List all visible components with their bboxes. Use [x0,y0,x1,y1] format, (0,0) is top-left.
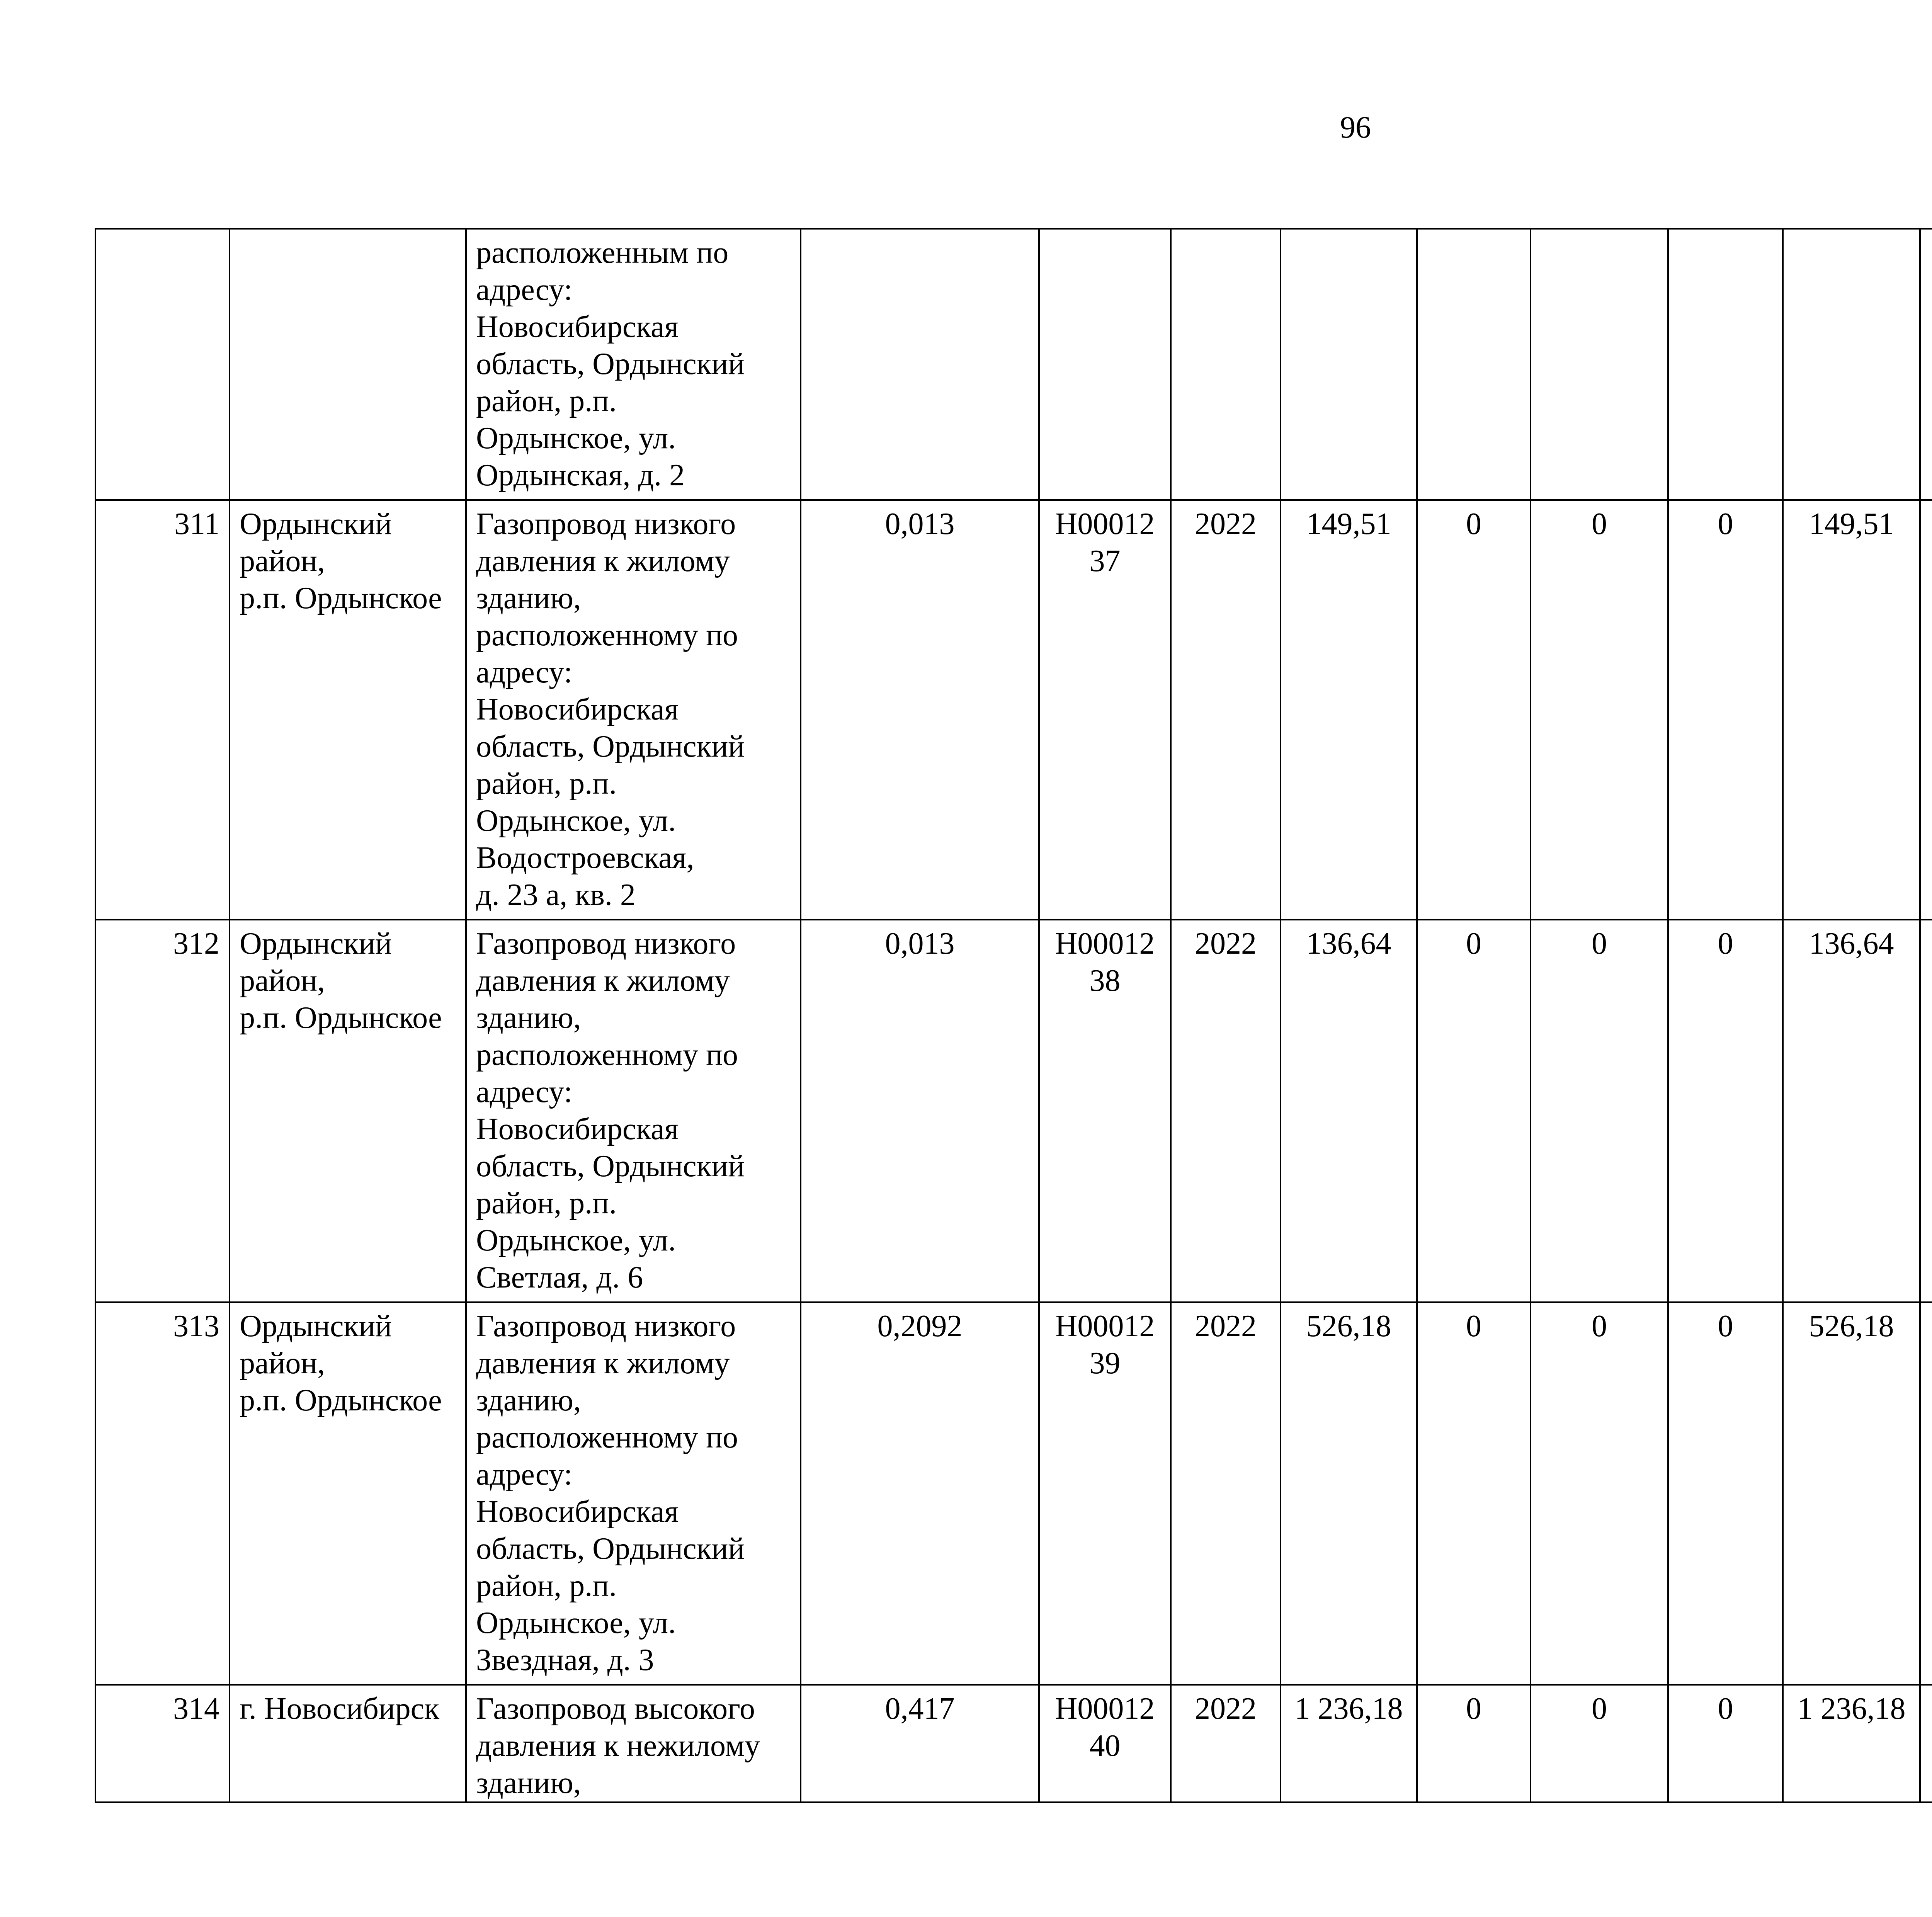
cell-organization-line [1930,1764,1932,1801]
cell-inventory-code [1039,920,1171,1302]
cell-description-line: давления к жилому [476,544,730,578]
cell-district-line: Ордынский [240,1309,392,1343]
cell-value-a: 0 [1417,1685,1531,1802]
cell-cost: 526,18 [1281,1302,1417,1685]
cell-length: 0,013 [801,920,1039,1302]
cell-district [230,229,466,500]
table-row [95,500,1932,920]
cell-length [801,229,1039,500]
cell-organization-line [1930,925,1932,962]
table-row [95,1302,1932,1685]
cell-district-line: Ордынский [240,507,392,541]
cell-organization [1920,229,1932,500]
cell-district-line: р.п. Ордынское [240,1001,442,1035]
cell-description-line: расположенному по [476,1420,738,1454]
cell-description-line: д. 23 а, кв. 2 [476,878,636,912]
page-number: 96 [1340,111,1371,145]
cell-district [230,1685,466,1802]
cell-inventory-code-line: Н00012 [1055,507,1155,541]
cell-district-line: р.п. Ордынское [240,1383,442,1417]
cell-district-line: район, [240,544,325,578]
cell-year: 2022 [1171,1302,1281,1685]
cell-description-line: расположенному по [476,1038,738,1072]
cell-value-b: 0 [1531,1302,1668,1685]
cell-description-line: область, Ордынский [476,347,745,381]
cell-description-line: Светлая, д. 6 [476,1260,643,1294]
cell-value-a: 0 [1417,1302,1531,1685]
cell-organization-line [1930,1419,1932,1456]
cell-description-line: область, Ордынский [476,730,745,764]
cell-description-line: Ордынское, ул. [476,421,676,455]
cell-description-line: Ордынская, д. 2 [476,458,685,492]
cell-description-line: область, Ордынский [476,1532,745,1566]
cell-value-c: 0 [1668,500,1783,920]
cell-description [466,1302,801,1685]
cell-description-line: Газопровод низкого [476,927,736,961]
cell-description-line: зданию, [476,581,581,615]
cell-description-line: Газопровод высокого [476,1692,755,1726]
cell-district-line: р.п. Ордынское [240,581,442,615]
cell-district [230,1302,466,1685]
cell-total: 136,64 [1783,920,1920,1302]
cell-description-line: давления к жилому [476,964,730,998]
cell-description-line: зданию, [476,1766,581,1800]
cell-description-line: адресу: [476,655,573,689]
cell-length: 0,417 [801,1685,1039,1802]
cell-description-line: зданию, [476,1383,581,1417]
cell-inventory-code-line: Н00012 [1055,927,1155,961]
cell-cost: 149,51 [1281,500,1417,920]
cell-description-line: Газопровод низкого [476,507,736,541]
cell-total: 1 236,18 [1783,1685,1920,1802]
cell-description-line: Новосибирская [476,1112,679,1146]
cell-description-line: адресу: [476,1458,573,1492]
cell-district [230,500,466,920]
cell-value-a: 0 [1417,500,1531,920]
cell-description-line: район, р.п. [476,384,617,418]
cell-description-line: адресу: [476,273,573,307]
cell-inventory-code-line: 38 [1089,964,1121,998]
cell-description-line: Газопровод низкого [476,1309,736,1343]
cell-organization [1920,1302,1932,1685]
cell-row-number [95,229,230,500]
cell-row-number: 312 [95,920,230,1302]
cell-value-c [1668,229,1783,500]
cell-organization-line [1930,543,1932,580]
cell-description-line: область, Ордынский [476,1149,745,1183]
cell-organization-line [1930,617,1932,654]
cell-description [466,920,801,1302]
cell-inventory-code-line: Н00012 [1055,1692,1155,1726]
cell-value-a [1417,229,1531,500]
cell-total [1783,229,1920,500]
cell-description-line: Ордынское, ул. [476,804,676,838]
cell-description [466,1685,801,1802]
cell-organization-line [1930,999,1932,1036]
cell-description-line: давления к жилому [476,1346,730,1380]
cell-organization-line [1930,1308,1932,1345]
cell-year: 2022 [1171,1685,1281,1802]
cell-organization-line [1930,234,1932,271]
cell-organization-line [1930,1382,1932,1419]
cell-description-line: район, р.п. [476,1569,617,1603]
cell-value-b: 0 [1531,500,1668,920]
cell-inventory-code-line: Н00012 [1055,1309,1155,1343]
table-row [95,1685,1932,1802]
cell-organization [1920,920,1932,1302]
cell-description-line: Звездная, д. 3 [476,1643,654,1677]
cell-total: 149,51 [1783,500,1920,920]
cell-organization-line [1930,1690,1932,1727]
cell-description [466,229,801,500]
data-table [95,228,1932,1803]
cell-value-b: 0 [1531,1685,1668,1802]
cell-organization [1920,1685,1932,1802]
cell-inventory-code-line: 37 [1089,544,1121,578]
table-row [95,920,1932,1302]
cell-organization-line [1930,580,1932,617]
cell-inventory-code [1039,500,1171,920]
cell-district-line: район, [240,964,325,998]
table-row [95,229,1932,500]
cell-total: 526,18 [1783,1302,1920,1685]
cell-description-line: давления к нежилому [476,1729,760,1763]
cell-description-line: Ордынское, ул. [476,1606,676,1640]
cell-organization-line [1930,1727,1932,1764]
cell-value-c: 0 [1668,1302,1783,1685]
cell-organization-line [1930,505,1932,543]
cell-description [466,500,801,920]
cell-value-b: 0 [1531,920,1668,1302]
cell-value-a: 0 [1417,920,1531,1302]
cell-description-line: Водостроевская, [476,841,694,875]
cell-inventory-code-line: 40 [1089,1729,1121,1763]
cell-inventory-code [1039,1302,1171,1685]
cell-district-line: район, [240,1346,325,1380]
cell-district-line: г. Новосибирск [240,1692,439,1726]
cell-description-line: Новосибирская [476,692,679,726]
cell-organization-line [1930,1036,1932,1073]
cell-year [1171,229,1281,500]
cell-description-line: расположенным по [476,236,729,270]
cell-row-number: 311 [95,500,230,920]
cell-district-line: Ордынский [240,927,392,961]
cell-description-line: адресу: [476,1075,573,1109]
cell-district [230,920,466,1302]
cell-organization-line [1930,1345,1932,1382]
cell-cost: 136,64 [1281,920,1417,1302]
cell-row-number: 313 [95,1302,230,1685]
cell-length: 0,2092 [801,1302,1039,1685]
cell-description-line: Новосибирская [476,310,679,344]
cell-description-line: зданию, [476,1001,581,1035]
cell-cost [1281,229,1417,500]
cell-description-line: Ордынское, ул. [476,1223,676,1257]
cell-inventory-code [1039,1685,1171,1802]
cell-value-c: 0 [1668,1685,1783,1802]
cell-cost: 1 236,18 [1281,1685,1417,1802]
table-body [95,229,1932,1802]
cell-inventory-code [1039,229,1171,500]
cell-value-c: 0 [1668,920,1783,1302]
cell-year: 2022 [1171,920,1281,1302]
cell-inventory-code-line: 39 [1089,1346,1121,1380]
cell-description-line: район, р.п. [476,1186,617,1220]
cell-description-line: Новосибирская [476,1495,679,1529]
cell-description-line: расположенному по [476,618,738,652]
cell-organization [1920,500,1932,920]
cell-length: 0,013 [801,500,1039,920]
cell-description-line: район, р.п. [476,767,617,801]
cell-organization-line [1930,962,1932,999]
cell-value-b [1531,229,1668,500]
cell-year: 2022 [1171,500,1281,920]
cell-row-number: 314 [95,1685,230,1802]
